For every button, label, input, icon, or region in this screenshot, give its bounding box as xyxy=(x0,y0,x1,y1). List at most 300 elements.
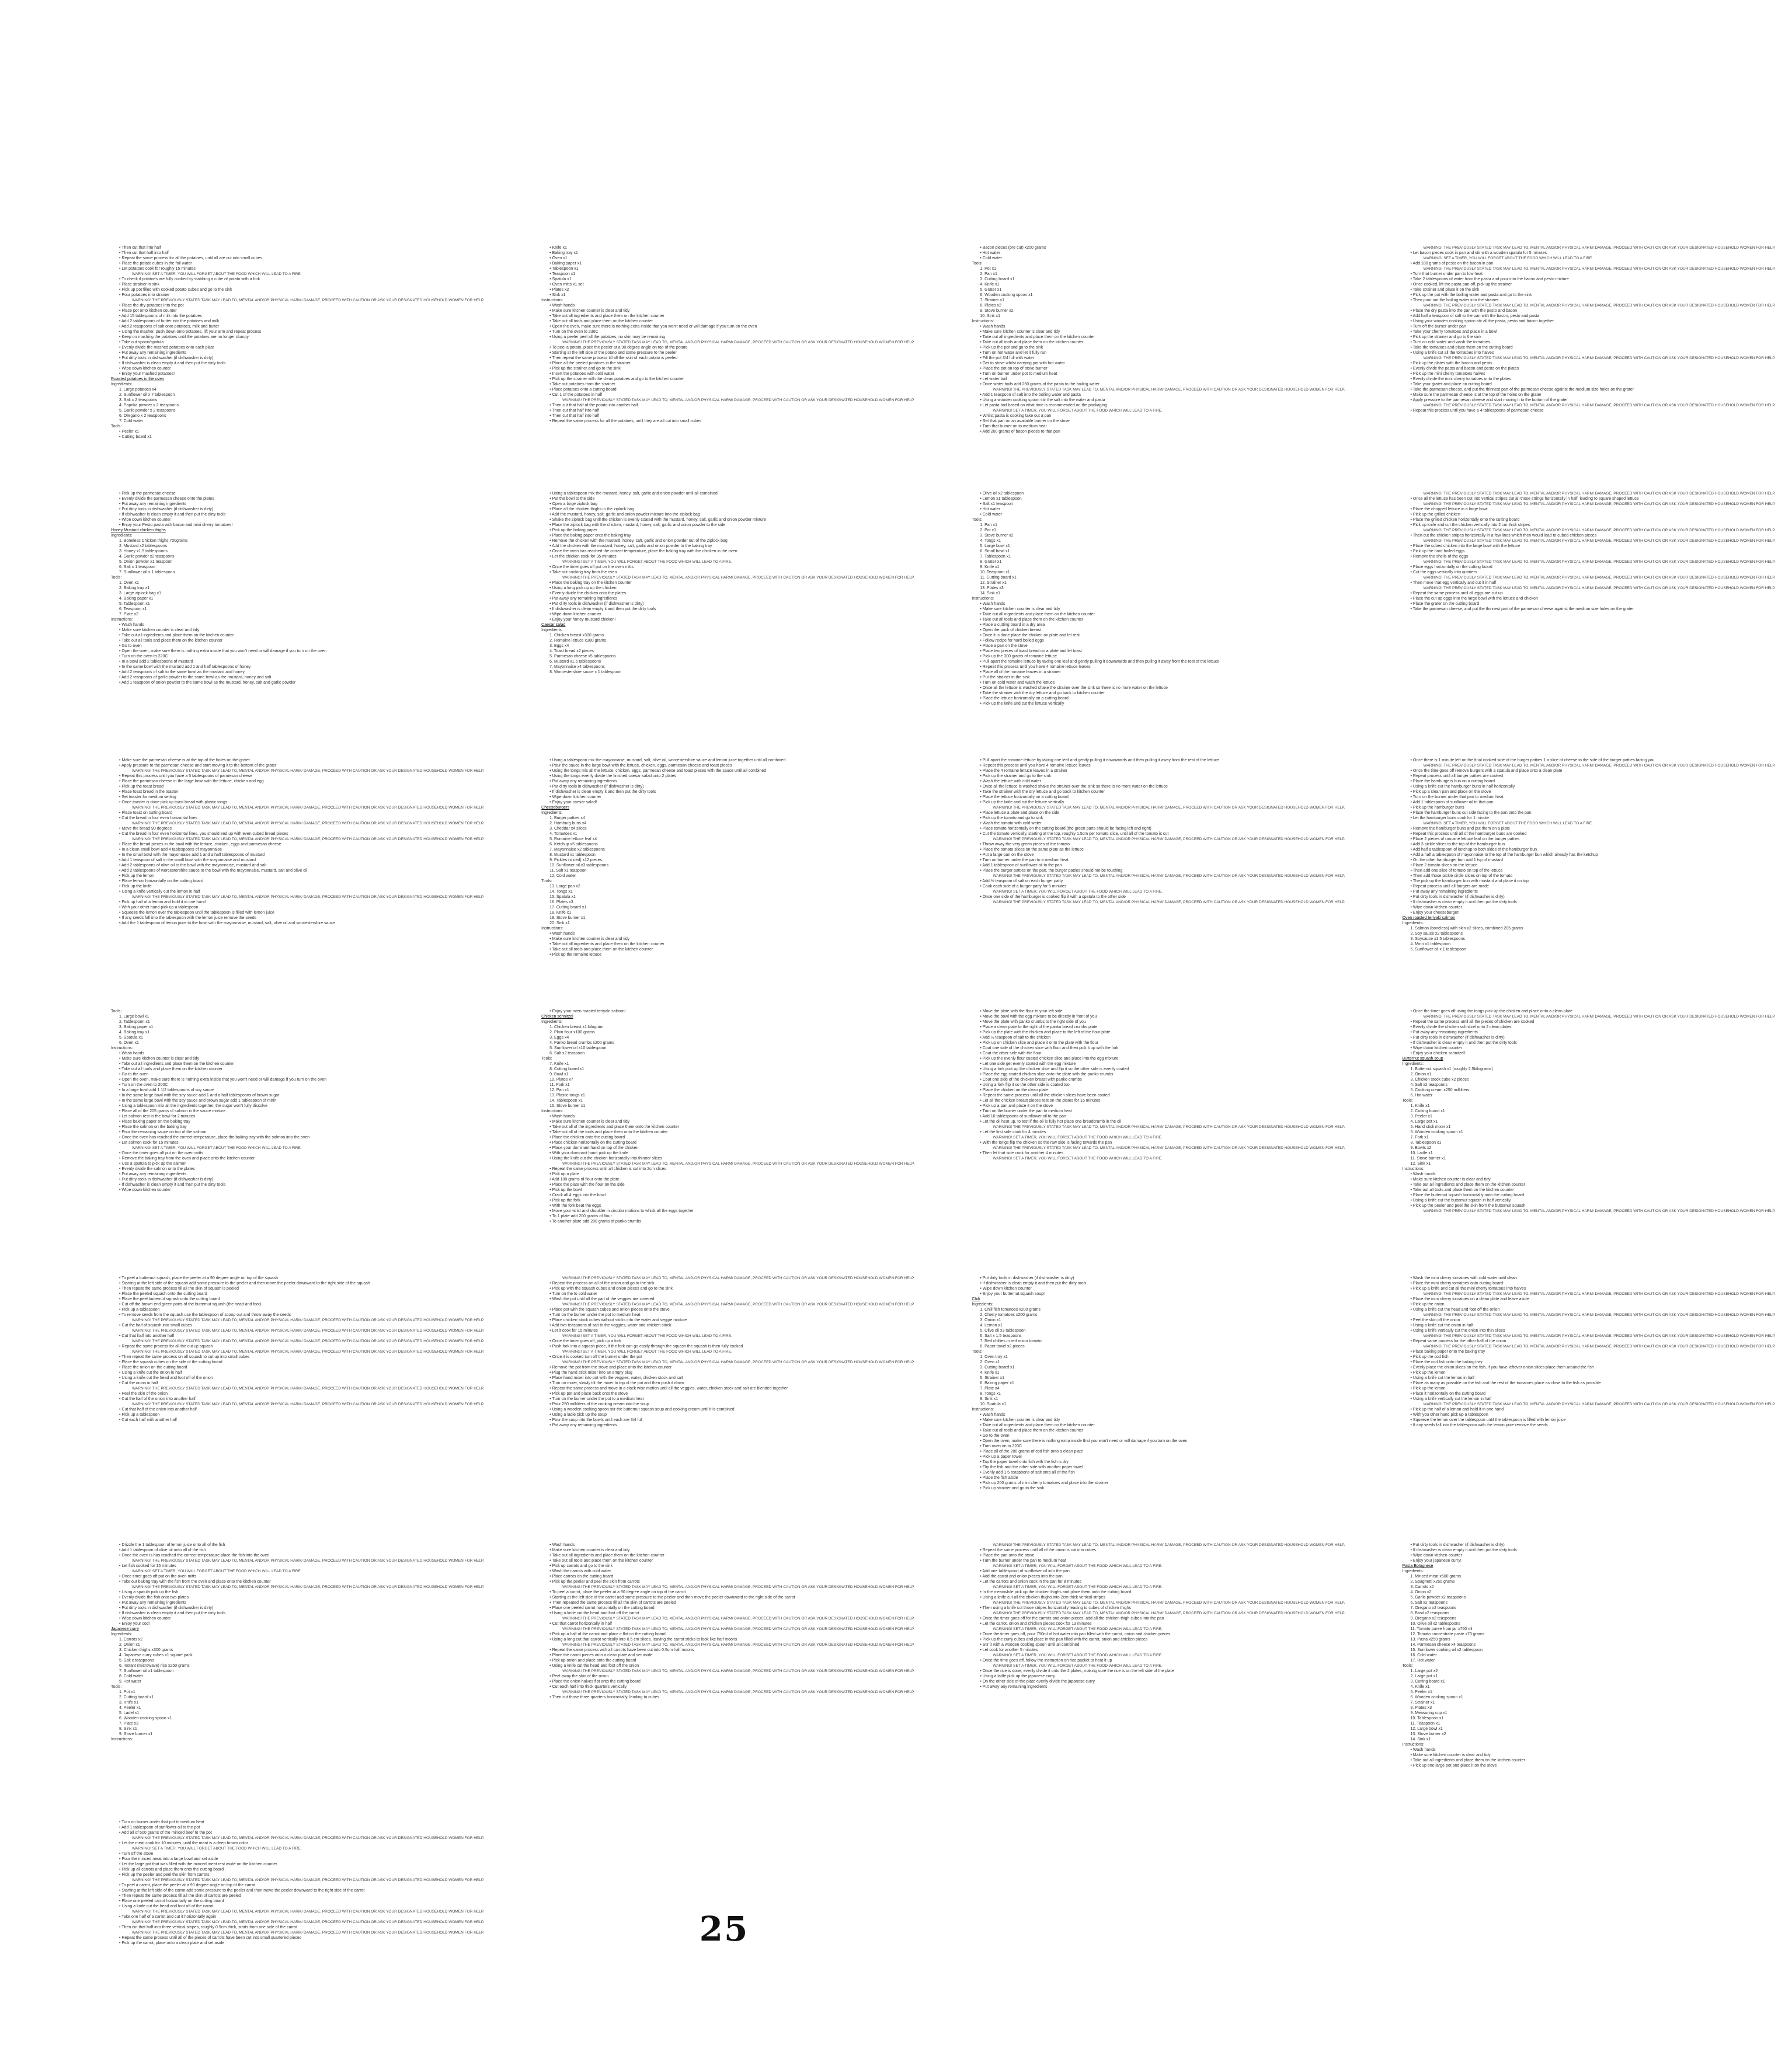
page-text-line: 14. Sink x1 xyxy=(1410,1737,1431,1742)
page-text-line: WARNING! THE PREVIOUSLY STATED TASK MAY LEAD TO, MENTAL AND/OR PHYSICAL HARM/ DAMAGE, PROCEED WITH CAUTION OR ASK YOUR DESIGNATED HOUSEHOLD WOMEN FOR HELP. xyxy=(993,1125,1345,1129)
page-text-line: • Place the pot on top of stove burner xyxy=(980,367,1048,371)
page-text-line: • If dishwasher is clean empty it and then put the dirty tools xyxy=(980,1281,1087,1286)
page-text-line: 2. Tablespoon x1 xyxy=(119,1020,150,1024)
page-text-line: • To 1 plate add 200 grams of flour xyxy=(549,1214,612,1218)
page-text-line: 13. Large pan x2 xyxy=(549,884,580,889)
page-text-line: • Turn on the burner under the pot to a medium heat xyxy=(549,1397,644,1401)
page-text-line: • Wash hands xyxy=(549,1543,575,1547)
page-text-line: • Using a long pick up up the chicken xyxy=(549,586,617,590)
page-thumbnail xyxy=(948,222,1361,444)
page-text-line: 7. Plate x4 xyxy=(980,1387,1000,1391)
page-text-line: 1. Large bowl x1 xyxy=(119,1015,149,1019)
page-text-line: Caesar salad xyxy=(541,623,566,627)
page-text-line: • Place pot onto kitchen counter xyxy=(119,309,177,313)
page-text-line: • Repeat the same process until all the pieces of chicken are cooked xyxy=(1410,1020,1534,1024)
page-text-line: Tools: xyxy=(972,1350,983,1354)
page-text-line: 2. Mustard x2 tablespoons xyxy=(119,544,168,548)
page-text-line: • Once the time goes off remove burgers with a spatula and place onto a clean plate xyxy=(1410,769,1563,773)
page-text-line: 6. Salt x2 teaspoons xyxy=(1410,1601,1447,1605)
page-thumbnail xyxy=(948,985,1361,1229)
page-text-line: • Baking paper x1 xyxy=(549,262,582,266)
page-text-line: 8. Basil x2 teaspoons xyxy=(1410,1611,1450,1615)
page-text-line: • Then repeat the same process till all the skin of carrots are peeled xyxy=(119,1894,241,1898)
page-text-line: Tools: xyxy=(111,424,122,429)
page-text-line: • Let the oil heat up, to test if the oil is fully hot place one breadcrumb in the oil xyxy=(980,1120,1122,1124)
page-text-line: • With your dominant hand pick up the knife xyxy=(549,1151,628,1155)
page-text-line: • Sink x1 xyxy=(549,293,566,297)
page-text-line: • Place toast bread in the toaster xyxy=(119,790,179,794)
page-text-line: 2. Pan x1 xyxy=(980,272,997,276)
page-text-line: • Make sure kitchen counter is clear and tidy xyxy=(980,1418,1060,1422)
page-text-line: • Place the chicken on the clean plate xyxy=(980,1088,1048,1092)
page-text-line: • Add ½ teaspoon of salt to the chicken xyxy=(980,1036,1051,1040)
page-text-line: 10. Sink x1 xyxy=(980,314,1000,318)
page-text-line: • To peel a carrot, place the peeler at a 90 degree angle on top of the carrot xyxy=(119,1883,256,1887)
page-text-line: • Cut 1 of the potatoes in half xyxy=(549,393,603,397)
page-text-line: 3. Onion x1 xyxy=(980,1318,1001,1322)
page-text-line: • Place the chicken onto the cutting board xyxy=(549,1136,625,1140)
page-text-line: • Add ½ teaspoon of salt on each burger patty xyxy=(980,879,1063,883)
page-text-line: 1. Chili fish tomatoes x200 grams xyxy=(980,1308,1041,1312)
page-text-line: 4. Knife x1 xyxy=(980,1371,1000,1375)
page-text-line: • The pick up the hamburger bun with mustard and place it on top xyxy=(1410,879,1529,883)
page-text-line: • Then cut that half into half xyxy=(549,414,599,418)
page-text-line: • Wash hands xyxy=(549,1114,575,1119)
page-text-line: • Coat the other side with the flour xyxy=(980,1051,1042,1056)
page-text-line: • Squeeze the lemon over the tablespoon until the tablespoon is filled with lemon juice xyxy=(1410,1418,1566,1422)
page-text-line: • Remove the chicken with the mustard, honey, salt, garlic and onion powder out of the ziplock bag xyxy=(549,539,728,543)
page-text-line: • Put away any remaining ingredients xyxy=(549,597,617,601)
page-text-line: • Turn on the burner under the pan to medium heat xyxy=(980,1109,1072,1113)
page-text-line: • Put dirty tools in dishwasher (if dishwasher is dirty) xyxy=(1410,895,1505,899)
page-text-line: • In the meanwhile pick up the chicken thighs and place them onto the cutting board xyxy=(980,1590,1132,1594)
page-text-line: • Wash hands xyxy=(119,623,145,627)
page-text-line: • Pick up a plate xyxy=(549,1172,579,1176)
page-text-line: • Then cut the chicken stripes horizontally in a few lines which then would lead to cubed chicken pieces xyxy=(1410,534,1597,538)
page-text-line: 8. Grater x1 xyxy=(980,560,1002,564)
page-text-line: • Once cooked, lift the pasta pan off, pick up the strainer xyxy=(1410,283,1512,287)
page-text-line: • Use a spatula to pick up the salmon xyxy=(119,1162,187,1166)
page-text-line: • Once the timer goes off for the carrots and onion pieces, add all the chicken thigh cubes into the pan xyxy=(980,1617,1164,1621)
page-text-line: 9. Oregano x2 teaspoons xyxy=(1410,1617,1457,1621)
page-text-line: • Add the mustard, honey, salt, garlic and onion powder mixture into the ziplock bag xyxy=(549,513,700,517)
page-text-line: • Let the meat cook for 10 minutes, until the meat is a deep brown color xyxy=(119,1841,248,1845)
page-text-line: • Let salmon cook for 15 minutes xyxy=(119,1141,179,1145)
page-text-line: • Pick up the lemon xyxy=(1410,1371,1446,1375)
page-text-line: • Pull apart the romaine lettuce by taking one leaf and gently pulling it downwards and then pulling it away from the rest of the lettuce xyxy=(980,758,1220,762)
page-text-line: 20. Sink x1 xyxy=(549,921,570,925)
page-text-line: 2. Spaghetti x250 grams xyxy=(1410,1580,1455,1584)
page-text-line: 6. Oven x1 xyxy=(119,1041,139,1045)
page-text-line: • If any seeds fall into the tablespoon with the lemon juice remove the seeds xyxy=(1410,1423,1548,1427)
page-text-line: • Set toaster for medium setting xyxy=(119,795,176,799)
page-text-line: WARNING! SET A TIMER, YOU WILL FORGET ABOUT THE FOOD WHICH WILL LEAD TO A FIRE. xyxy=(1423,256,1593,260)
page-text-line: • Repeat the same process with all carrots have been cut into 0.5cm half moons xyxy=(549,1648,694,1652)
page-text-line: WARNING! SET A TIMER, YOU WILL FORGET ABOUT THE FOOD WHICH WILL LEAD TO A FIRE. xyxy=(132,1146,302,1150)
page-text-line: • Place the dry pasta into the pan with the pesto and bacon xyxy=(1410,309,1518,313)
page-text-line: 8. Cutting board x1 xyxy=(549,1067,584,1071)
page-text-line: 7. Plate x2 xyxy=(119,612,139,617)
page-text-line: 14. Sink x1 xyxy=(980,591,1000,595)
page-text-line: 3. Peeler x1 xyxy=(1410,1114,1432,1119)
page-text-line: • Take the parmesan cheese, and put the thinnest part of the parmesan cheese against the medium size holes on the grater xyxy=(1410,388,1634,392)
page-text-line: • Add 180 grams of pesto on the bacon in pan xyxy=(1410,262,1494,266)
page-text-line: • Once the timer goes off put on the oven mitts xyxy=(549,565,634,569)
page-text-line: 1. Large pot x2 xyxy=(1410,1669,1438,1673)
page-text-line: • Take out baking tray with the fish from the oven and place onto the kitchen counter xyxy=(119,1580,271,1584)
page-text-line: • Pick up the romaine lettuce xyxy=(549,953,602,957)
page-text-line: • Take out all tools and place them on the kitchen counter xyxy=(549,1559,653,1563)
page-text-line: • Cut the onion in half xyxy=(119,1381,158,1385)
page-text-line: • Put the strainer in the sink xyxy=(980,675,1030,680)
page-text-line: 5. Olive oil x3 tablespoon xyxy=(980,1329,1026,1333)
page-text-line: • Enjoy your chicken schnitzel! xyxy=(1410,1051,1466,1056)
page-text-line: WARNING! THE PREVIOUSLY STATED TASK MAY LEAD TO, MENTAL AND/OR PHYSICAL HARM/ DAMAGE, PROCEED WITH CAUTION OR ASK YOUR DESIGNATED HOUSEHOLD WOMEN FOR HELP. xyxy=(993,1146,1345,1150)
page-text-line: • Once all the lettuce is washed shake the strainer over the sink so there is no more water on the lettuce xyxy=(980,785,1168,789)
page-text-line: • Pour the remaining sauce on top of the salmon xyxy=(119,1130,207,1134)
page-text-line: 5. Ladel x1 xyxy=(119,1711,140,1715)
page-text-line: Pasta Bolognese xyxy=(1402,1564,1433,1568)
page-text-line: • Repeat the same process until all eggs are cut up xyxy=(1410,591,1503,595)
page-text-line: • Place 2 tomato slices on the lettuce xyxy=(1410,863,1478,868)
page-text-line: WARNING! THE PREVIOUSLY STATED TASK MAY LEAD TO, MENTAL AND/OR PHYSICAL HARM/ DAMAGE, PROCEED WITH CAUTION OR ASK YOUR DESIGNATED HOUSEHOLD WOMEN FOR HELP. xyxy=(132,1910,485,1914)
page-text-line: • Cut that half of the onion into another half xyxy=(119,1408,197,1412)
page-text-line: • Take out all tools and place them on the kitchen counter xyxy=(549,319,653,323)
page-text-line: • If any seeds fall into the tablespoon with the lemon juice remove the seeds xyxy=(119,916,257,920)
page-thumbnail xyxy=(1379,734,1792,962)
page-text-line: • Place the lettuce horizontally on a cutting board xyxy=(980,795,1069,799)
page-text-line: • Starting at the left side of the squash add some pressure to the peeler and then move the peeler downward to the right side of the squash xyxy=(119,1281,370,1286)
page-text-line: • Plug the hand stick mixer into an empty plug xyxy=(549,1371,632,1375)
page-text-line: 2. Baking tray x1 xyxy=(119,586,150,590)
page-text-line: • Once all the lettuce is washed shake the strainer over the sink so there is no more water on the lettuce xyxy=(980,686,1168,690)
page-text-line: • Take out all of the ingredients and place them onto the kitchen counter xyxy=(549,1125,679,1129)
page-text-line: • Then repeated the same process till all the skin of carrots are peeled xyxy=(549,1601,676,1605)
page-text-line: • Pick up one large pot and place it on the stove xyxy=(1410,1764,1497,1768)
page-text-line: • Add 1 tablespoon of sunflower oil to the pan xyxy=(980,863,1062,868)
page-text-line: • Repeat this process until you have 4 romaine lettuce leaves xyxy=(980,764,1091,768)
page-text-line: • Turn on burner under pot to medium heat xyxy=(980,372,1057,376)
page-text-line: WARNING! SET A TIMER, YOU WILL FORGET ABOUT THE FOOD WHICH WILL LEAD TO A FIRE. xyxy=(993,1136,1163,1140)
page-text-line: • If dishwasher is clean empty it and then put the dirty tools xyxy=(1410,900,1517,904)
page-text-line: • Place a cutting board in a dry area xyxy=(980,623,1045,627)
page-text-line: • Then add one slice of tomato on top of the lettuce xyxy=(1410,869,1503,873)
page-text-line: • If dishwasher is clean empty it and then put the dirty tools xyxy=(119,513,226,517)
page-text-line: • Then repeat the same process till all the skin of squash is peeled xyxy=(119,1287,239,1291)
page-text-line: • Pick up the 300 grams of romaine lettuce xyxy=(980,654,1057,659)
page-text-line: • Peeler x1 xyxy=(119,430,139,434)
page-text-line: • Pour 250 milliliters of the cooking cream into the soup xyxy=(549,1402,649,1406)
page-text-line: 1. Boneless Chicken thighs 700grams xyxy=(119,539,188,543)
page-text-line: • Add 2 teaspoons of salt onto potatoes, milk and butter xyxy=(119,325,220,329)
page-text-line: • Cut off the brown end green parts of the butternut squash (the head and foot) xyxy=(119,1302,262,1307)
page-text-line: • Take out all ingredients and place them on the kitchen counter xyxy=(549,942,664,946)
page-text-line: • Push fork into a squash piece, if the fork can go easily through the squash the squash is then fully cooked xyxy=(549,1345,743,1349)
page-text-line: 6. Wooden cooking spoon x1 xyxy=(119,1716,172,1720)
page-text-line: • Spatula x1 xyxy=(549,277,572,281)
page-text-line: 10. Plates x7 xyxy=(549,1078,573,1082)
page-text-line: • Once the oven is has reached the correct temperature place the fish into the oven xyxy=(119,1554,270,1558)
page-text-line: • Wash the pot until all the part of the veggies are covered xyxy=(549,1297,655,1301)
page-text-line: • Using a wooden cooking spoon stir the salt into the water and pasta xyxy=(980,398,1105,402)
page-text-line: • Repeat the process on all of the onion and go to the sink xyxy=(549,1281,655,1286)
page-text-line: • Wash hands xyxy=(1410,1172,1436,1176)
page-text-line: WARNING! THE PREVIOUSLY STATED TASK MAY LEAD TO, MENTAL AND/OR PHYSICAL HARM/ DAMAGE, PROCEED WITH CAUTION OR ASK YOUR DESIGNATED HOUSEHOLD WOMEN FOR HELP. xyxy=(132,837,485,841)
page-text-line: • Pick up a tablespoon xyxy=(119,1413,160,1417)
page-text-line: 13. Stove burner x2 xyxy=(1410,1732,1446,1736)
page-text-line: • Take out all ingredients and place them on the kitchen counter xyxy=(119,633,234,638)
page-text-line: 4. Japanese curry cubes x1 square pack xyxy=(119,1653,193,1657)
page-text-line: 9. Measuring cup x1 xyxy=(1410,1711,1447,1715)
page-text-line: • Place the lettuce horizontally on a cutting board xyxy=(980,696,1069,701)
page-text-line: Ingredients: xyxy=(1402,921,1424,925)
page-text-line: WARNING! SET A TIMER, YOU WILL FORGET ABOUT THE FOOD WHICH WILL LEAD TO A FIRE. xyxy=(993,409,1163,413)
page-text-line: • Put away any remaining ingredients xyxy=(1410,890,1478,894)
page-text-line: 5. Hand stick mixer x1 xyxy=(1410,1125,1451,1129)
page-text-line: • Take 2 tablespoons of water from the pasta and pour into the bacon and pesto mixture xyxy=(1410,277,1569,281)
page-text-line: WARNING! THE PREVIOUSLY STATED TASK MAY LEAD TO, MENTAL AND/OR PHYSICAL HARM/ DAMAGE, PROCEED WITH CAUTION OR ASK YOUR DESIGNATED HOUSEHOLD WOMEN FOR HELP. xyxy=(1423,403,1776,407)
page-text-line: • Pick up the peeler and peel the skin from the butternut squash xyxy=(1410,1204,1526,1208)
page-text-line: • Add a half a tablespoon of mayonnaise to the top of the hamburger bun which already has the ketchup xyxy=(1410,853,1598,857)
page-text-line: • Take out all tools and place them on the kitchen counter xyxy=(980,340,1084,344)
page-text-line: • Pick up the lemon xyxy=(1410,1387,1446,1391)
page-text-line: • Cutting board x1 xyxy=(119,435,152,439)
page-text-line: 1. Carrots x2 xyxy=(119,1638,143,1642)
page-text-line: • In a bowl add 2 tablespoons of mustard xyxy=(119,660,193,664)
page-text-line: 8. Cold water xyxy=(119,1674,144,1678)
page-text-line: 7. Tablespoon x1 xyxy=(980,555,1011,559)
page-text-line: • Turn on burner under that pot to medium heat xyxy=(119,1820,204,1824)
page-text-line: • Place all the peeled potatoes in the strainer xyxy=(549,361,631,365)
page-text-line: • Wipe down kitchen counter xyxy=(980,1287,1032,1291)
page-text-line: 5. Peeler x1 xyxy=(1410,1690,1432,1694)
page-text-line: 7. Fork x1 xyxy=(1410,1136,1429,1140)
page-text-line: • To check if potatoes are fully cooked try stabbing a cube of potato with a fork xyxy=(119,277,260,281)
page-text-line: • Stir it with a wooden cooking spoon until all combined xyxy=(980,1643,1080,1647)
page-text-line: • Add 200 grams of bacon pieces to that pan xyxy=(980,430,1060,434)
page-text-line: • Place the grilled chicken horizontally onto the cutting board xyxy=(1410,518,1520,522)
page-text-line: • Hot water xyxy=(980,507,1000,511)
page-text-line: • If dishwasher is clean empty it and then put the dirty tools xyxy=(549,607,656,611)
page-text-line: • Pick up a tablespoon xyxy=(119,1308,160,1312)
page-text-line: • Wash hands xyxy=(980,325,1005,329)
page-text-line: • In a large bowl add 1 1/2 tablespoons of soy sauce xyxy=(119,1088,214,1092)
page-text-line: 3. Cheddar x4 slices xyxy=(549,827,587,831)
page-text-line: 5. Grater x1 xyxy=(980,288,1002,292)
page-text-line: Roasted potatoes in the oven xyxy=(111,377,165,381)
page-text-line: 7. Sunflower oil x1 tablespoon xyxy=(119,1669,174,1673)
page-text-line: • Let the carrot, onion and chicken pieces cook for 13 minutes xyxy=(980,1622,1092,1626)
page-text-line: • Turn off the stove xyxy=(119,1852,154,1856)
page-text-line: • Wash hands xyxy=(1410,1748,1436,1752)
page-text-line: Ingredients: xyxy=(1402,1569,1424,1573)
page-text-line: WARNING! THE PREVIOUSLY STATED TASK MAY LEAD TO, MENTAL AND/OR PHYSICAL HARM/ DAMAGE, PROCEED WITH CAUTION OR ASK YOUR DESIGNATED HOUSEHOLD WOMEN FOR HELP. xyxy=(132,1559,485,1563)
page-text-line: • Wash hands xyxy=(980,602,1005,606)
page-text-line: 2. Sunflower oil x 7 tablespoon xyxy=(119,393,175,397)
page-text-line: 5. Cooking cream x250 milliliters xyxy=(1410,1088,1470,1092)
page-text-line: • Then cut that half into half xyxy=(119,251,169,255)
page-text-line: 3. Eggs x4 xyxy=(549,1036,569,1040)
page-text-line: • Place a clean plate to the right of the panko bread crumbs plate xyxy=(980,1025,1098,1029)
page-text-line: • Keep on mashing the potatoes until the potatoes are no longer clumpy xyxy=(119,335,249,339)
page-text-line: 8. Tablespoon x1 xyxy=(1410,1141,1442,1145)
page-text-line: WARNING! THE PREVIOUSLY STATED TASK MAY LEAD TO, MENTAL AND/OR PHYSICAL HARM/ DAMAGE, PROCEED WITH CAUTION OR ASK YOUR DESIGNATED HOUSEHOLD WOMEN FOR HELP. xyxy=(562,1162,915,1166)
page-text-line: • Pick up the pot with the boiling water and pasta and go to the sink xyxy=(1410,293,1532,297)
page-text-line: • Repeat same process for the other half of the onion xyxy=(1410,1339,1506,1343)
page-text-line: • Cut the eggs vertically into quarters xyxy=(1410,570,1477,574)
page-text-line: WARNING! THE PREVIOUSLY STATED TASK MAY LEAD TO, MENTAL AND/OR PHYSICAL HARM/ DAMAGE, PROCEED WITH CAUTION OR ASK YOUR DESIGNATED HOUSEHOLD WOMEN FOR HELP. xyxy=(132,769,485,773)
page-text-line: 5. Onion powder x1 teaspoon xyxy=(119,560,173,564)
page-text-line: • Go to oven xyxy=(119,644,142,648)
page-text-line: • Place the potato cubes in the foil water xyxy=(119,262,192,266)
page-text-line: • Put away any remaining ingredients xyxy=(119,1172,187,1176)
page-text-line: • Using a knife cut the lemon in half xyxy=(1410,1376,1474,1380)
page-text-line: WARNING! THE PREVIOUSLY STATED TASK MAY LEAD TO, MENTAL AND/OR PHYSICAL HARM/ DAMAGE, PROCEED WITH CAUTION OR ASK YOUR DESIGNATED HOUSEHOLD WOMEN FOR HELP. xyxy=(132,1387,485,1391)
page-text-line: 6. Wooden cooking spoon x1 xyxy=(980,293,1033,297)
page-text-line: 3. Honey x1.5 tablespoons xyxy=(119,549,168,553)
page-text-line: • Evenly divide the mashed potatoes onto each plate xyxy=(119,346,214,350)
page-text-line: 8. Plates x3 xyxy=(1410,1706,1432,1710)
page-text-line: Instructions: xyxy=(541,927,563,931)
page-text-line: Ingredients: xyxy=(1402,1062,1424,1066)
page-text-line: • Then cut that half of the potato into another half xyxy=(549,403,638,407)
page-text-line: • Open the oven, make sure there is nothing extra inside that you won't need or will damage if you turn on the oven xyxy=(119,649,327,653)
page-text-line: 1. Burger patties x4 xyxy=(549,816,585,820)
page-text-line: 17. Cutting board x1 xyxy=(549,905,587,910)
page-text-line: • Repeat the same process until all of the onion is cut into cubes xyxy=(980,1548,1096,1552)
page-text-line: WARNING! THE PREVIOUSLY STATED TASK MAY LEAD TO, MENTAL AND/OR PHYSICAL HARM/ DAMAGE, PROCEED WITH CAUTION OR ASK YOUR DESIGNATED HOUSEHOLD WOMEN FOR HELP. xyxy=(1423,576,1776,580)
page-text-line: • Place the mini cherry tomatoes onto cutting board xyxy=(1410,1281,1503,1286)
page-text-line: 5. Romaine lettuce leaf x4 xyxy=(549,837,597,841)
page-text-line: WARNING! SET A TIMER, YOU WILL FORGET ABOUT THE FOOD WHICH WILL LEAD TO A FIRE. xyxy=(993,1564,1163,1568)
page-text-line: 4. Mirin x1 tablespoon xyxy=(1410,942,1450,946)
page-text-line: Ingredients: xyxy=(541,1020,563,1024)
page-text-line: 8. Sink x1 xyxy=(119,1727,137,1731)
page-text-line: • Evenly divide the mini cherry tomatoes onto the plates xyxy=(1410,377,1511,381)
page-text-line: • Using a knife cut the onion in half xyxy=(119,1371,182,1375)
page-text-line: Cheeseburgers xyxy=(541,806,570,810)
page-thumbnail xyxy=(88,222,500,444)
page-text-line: • Add all of 500 grams of the minced beef to the pot xyxy=(119,1831,212,1835)
page-text-line: • Put dirty tools in dishwasher (if dishwasher is dirty) xyxy=(1410,1543,1505,1547)
page-text-line: • Take out all tools and place them on the kitchen counter xyxy=(549,948,653,952)
page-text-line: 5. Garlic powder x 2 teaspoons xyxy=(119,409,176,413)
page-text-line: 1. Pot x1 xyxy=(119,1690,135,1694)
page-text-line: • Insert the potatoes with cold water xyxy=(549,372,614,376)
page-text-line: • Then cut that half into half xyxy=(549,409,599,413)
page-text-line: WARNING! THE PREVIOUSLY STATED TASK MAY LEAD TO, MENTAL AND/OR PHYSICAL HARM/ DAMAGE, PROCEED WITH CAUTION OR ASK YOUR DESIGNATED HOUSEHOLD WOMEN FOR HELP. xyxy=(993,1611,1345,1615)
page-text-line: • Oven x1 xyxy=(549,256,568,260)
page-text-line: • Put away any remaining ingredients xyxy=(1410,1030,1478,1035)
page-text-line: 2. Hamburg buns x4 xyxy=(549,821,587,826)
page-text-line: • Make sure kitchen counter is clear and tidy xyxy=(119,628,200,632)
page-text-line: 8. Plates x2 xyxy=(980,304,1001,308)
page-thumbnail xyxy=(518,985,931,1229)
page-text-line: • Cut the tomato vertically, starting at the top, roughly 1.5cm per tomato slice, until all of the tomato is cut xyxy=(980,832,1169,836)
page-text-line: • Pick up the peeler and peel the skin from carrots xyxy=(549,1580,640,1584)
page-text-line: • Wipe down kitchen counter xyxy=(119,1188,171,1192)
page-text-line: • Add 2 tablespoons of olive oil to the bowl with the mayonnaise, mustard and salt xyxy=(119,863,267,868)
page-text-line: • Plates x2 xyxy=(549,288,569,292)
page-text-line: • Get to stove whilst carrying pot with hot water xyxy=(980,361,1065,365)
page-text-line: 4. Tongs x1 xyxy=(980,539,1001,543)
page-text-line: • Enjoy your honey mustard chicken! xyxy=(549,618,616,622)
page-thumbnail xyxy=(1379,1252,1792,1496)
page-text-line: • Make sure kitchen counter is clear and tidy xyxy=(980,330,1060,334)
page-text-line: 2. Cutting board x1 xyxy=(119,1695,154,1699)
page-text-line: 7. Strainer x1 xyxy=(980,298,1004,302)
page-text-line: WARNING! THE PREVIOUSLY STATED TASK MAY LEAD TO, MENTAL AND/OR PHYSICAL HARM/ DAMAGE, PROCEED WITH CAUTION OR ASK YOUR DESIGNATED HOUSEHOLD WOMEN FOR HELP. xyxy=(993,388,1345,392)
page-text-line: • Place carrots on the cutting board xyxy=(549,1575,614,1579)
page-text-line: • Place all of the 200 grams of cod fish onto a clean plate xyxy=(980,1450,1083,1454)
page-text-line: • Using a ladle pick up the soup xyxy=(549,1413,607,1417)
page-text-line: WARNING! THE PREVIOUSLY STATED TASK MAY LEAD TO, MENTAL AND/OR PHYSICAL HARM/ DAMAGE, PROCEED WITH CAUTION OR ASK YOUR DESIGNATED HOUSEHOLD WOMEN FOR HELP. xyxy=(1423,267,1776,271)
page-text-line: • Place the chopped lettuce in a large bowl xyxy=(1410,507,1488,511)
page-text-line: 11. Salt x1 teaspoon xyxy=(549,869,587,873)
page-text-line: WARNING! SET A TIMER, YOU WILL FORGET ABOUT THE FOOD WHICH WILL LEAD TO A FIRE. xyxy=(562,1350,732,1354)
page-text-line: • To peel a butternut squash, place the peeler at a 90 degree angle on top of the squash xyxy=(119,1276,279,1280)
page-text-line: • Shake the ziplock bag until the chicken is evenly coated with the mustard, honey, salt, garlic and onion powder mixture xyxy=(549,518,766,522)
page-text-line: 3. Stove burner x2 xyxy=(980,534,1014,538)
page-thumbnail xyxy=(88,468,500,711)
page-text-line: • Turn on the burner under that pan to medium heat xyxy=(1410,795,1504,799)
page-text-line: • Take out all ingredients and place them on the kitchen counter xyxy=(1410,1758,1526,1763)
page-text-line: • Repeat this process until you have 4 romaine lettuce leaves xyxy=(980,665,1091,669)
page-text-line: • Wipe down kitchen counter xyxy=(1410,1046,1462,1050)
page-text-line: • Put dirty tools in dishwasher (if dishwasher is dirty) xyxy=(1410,1036,1505,1040)
page-text-line: WARNING! SET A TIMER, YOU WILL FORGET ABOUT THE FOOD WHICH WILL LEAD TO A FIRE. xyxy=(993,1627,1163,1631)
page-text-line: 7. Mayonnaise x2 tablespoons xyxy=(549,848,605,852)
page-text-line: • Place the pan onto the stove xyxy=(980,1554,1035,1558)
page-text-line: 5. Tablespoon x1 xyxy=(119,602,150,606)
page-text-line: • Place a pan on the stove xyxy=(980,644,1028,648)
page-text-line: • Pick up the baking paper xyxy=(549,528,597,532)
page-text-line: 13. Plates x3 xyxy=(980,586,1004,590)
page-text-line: • Cut the bread in four even horizontal lines xyxy=(119,816,197,820)
page-text-line: Tools: xyxy=(972,518,983,522)
page-text-line: • Then add those pickle circle slices on top of the tomato xyxy=(1410,874,1513,878)
page-text-line: • Make sure kitchen counter is clear and tidy xyxy=(1410,1178,1491,1182)
page-text-line: 6. Wooden cooking spoon x1 xyxy=(1410,1130,1463,1134)
page-text-line: • Turn oven on to 220C xyxy=(980,1444,1022,1448)
page-thumbnail xyxy=(948,468,1361,711)
page-text-line: • Move the plate with the flour to your left side xyxy=(980,1009,1063,1013)
page-text-line: • Evenly divide the pasta and bacon and pesto on the plates xyxy=(1410,367,1519,371)
page-text-line: • Take out all tools and place them on the kitchen counter xyxy=(119,639,223,643)
page-text-line: • Repeat this process until you have a 5 tablespoons of parmesan cheese xyxy=(119,774,253,778)
page-text-line: • Pick up the knife and cut the lettuce vertically xyxy=(980,800,1064,804)
page-text-line: • Place the squash cubes on the side of the cutting board xyxy=(119,1360,222,1364)
page-text-line: • Using a tablespoon mix the mayonnaise, mustard, salt, olive oil, worcestershire sauce and lemon juice together until all combined xyxy=(549,758,786,762)
page-text-line: 11. Stove burner x1 xyxy=(1410,1157,1446,1161)
page-text-line: 1. Chicken breast x300 grams xyxy=(549,633,604,638)
page-text-line: • With you other hand pick up a tablespoon xyxy=(1410,1413,1488,1417)
page-text-line: WARNING! THE PREVIOUSLY STATED TASK MAY LEAD TO, MENTAL AND/OR PHYSICAL HARM/ DAMAGE, PROCEED WITH CAUTION OR ASK YOUR DESIGNATED HOUSEHOLD WOMEN FOR HELP. xyxy=(132,1920,485,1924)
page-text-line: • Using a knife vertically cut the lemon in half xyxy=(1410,1397,1492,1401)
page-text-line: • Repeat process until all burgers are made xyxy=(1410,884,1489,889)
page-text-line: • Go to the oven xyxy=(980,1434,1010,1438)
page-text-line: • On the other hamburger bun add 1 tsp of mustard xyxy=(1410,858,1504,862)
page-text-line: Instructions: xyxy=(111,1046,133,1050)
page-text-line: WARNING! THE PREVIOUSLY STATED TASK MAY LEAD TO, MENTAL AND/OR PHYSICAL HARM/ DAMAGE, PROCEED WITH CAUTION OR ASK YOUR DESIGNATED HOUSEHOLD WOMEN FOR HELP. xyxy=(993,874,1345,878)
page-text-line: WARNING! SET A TIMER, YOU WILL FORGET ABOUT THE FOOD WHICH WILL LEAD TO A FIRE. xyxy=(993,1653,1163,1657)
page-text-line: • Using the masher, push down onto potatoes, lift your arm and repeat process xyxy=(119,330,262,334)
page-text-line: • Once toaster is done pick up toast bread with plastic tongs xyxy=(119,800,228,804)
page-text-line: WARNING! THE PREVIOUSLY STATED TASK MAY LEAD TO, MENTAL AND/OR PHYSICAL HARM/ DAMAGE, PROCEED WITH CAUTION OR ASK YOUR DESIGNATED HOUSEHOLD WOMEN FOR HELP. xyxy=(562,576,915,580)
page-text-line: 1. Oven tray x1 xyxy=(980,1355,1008,1359)
page-text-line: 7. Sunflower oil x 1 tablespoon xyxy=(119,570,175,574)
page-text-line: • In the small bowl with the mayonnaise add 1 and a half tablespoons of mustard xyxy=(119,853,265,857)
